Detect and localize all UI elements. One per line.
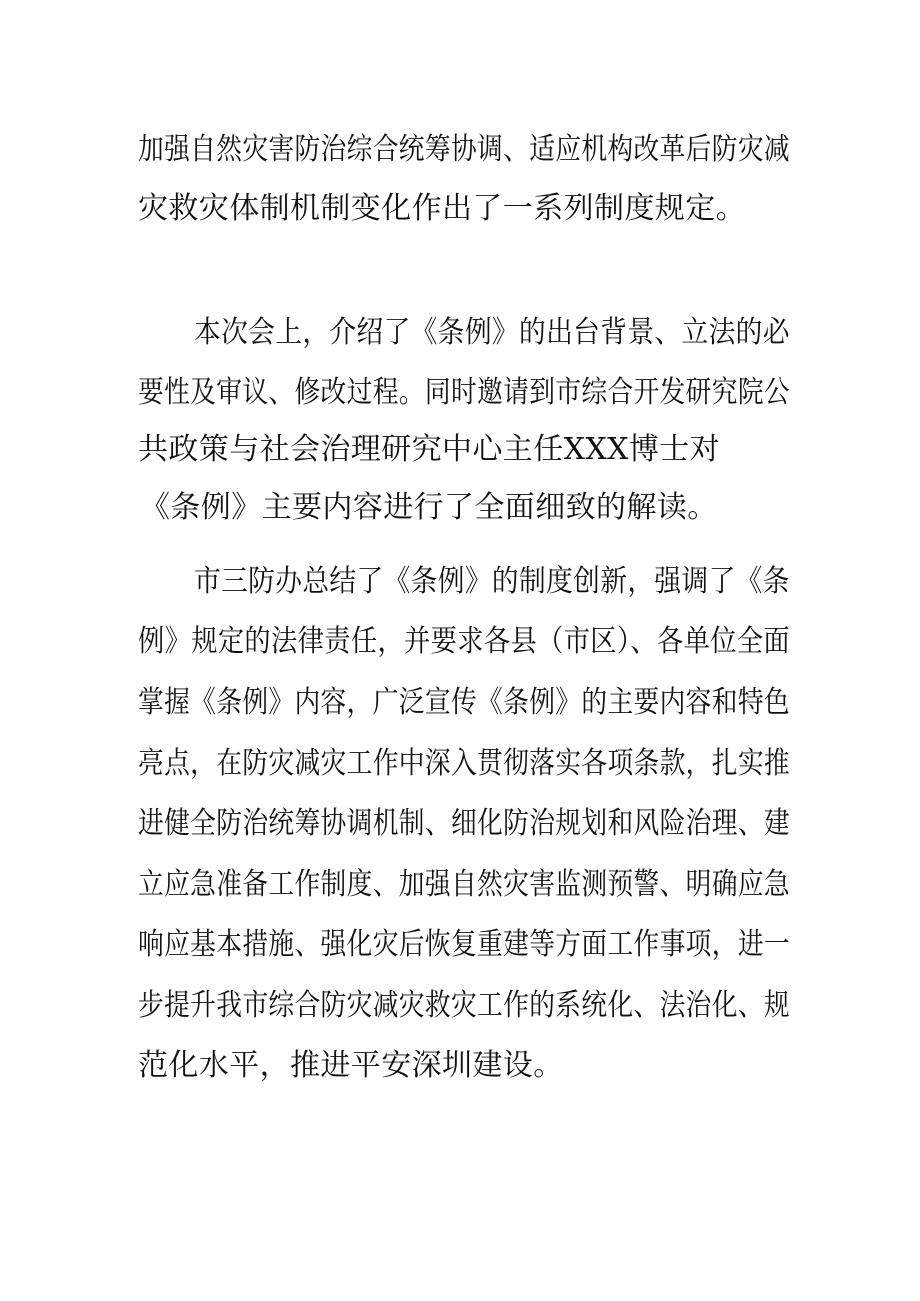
paragraph-3-line-6: 立应急准备工作制度、加强自然灾害监测预警、明确应急 — [138, 867, 791, 902]
paragraph-3-line-2: 例》规定的法律责任，并要求各县（市区）、各单位全面 — [138, 624, 791, 659]
paragraph-2-line-3: 共政策与社会治理研究中心主任XXX博士对 — [138, 432, 721, 467]
paragraph-3-line-5: 进健全防治统筹协调机制、细化防治规划和风险治理、建 — [138, 806, 791, 841]
paragraph-1-line-2: 灾救灾体制机制变化作出了一系列制度规定。 — [138, 191, 746, 226]
paragraph-1-line-1: 加强自然灾害防治综合统筹协调、适应机构改革后防灾减 — [138, 132, 791, 167]
paragraph-3-line-7: 响应基本措施、强化灾后恢复重建等方面工作事项，进一 — [138, 927, 791, 962]
paragraph-3-line-3: 掌握《条例》内容，广泛宣传《条例》的主要内容和特色 — [138, 685, 791, 720]
paragraph-3-line-9: 范化水平，推进平安深圳建设。 — [138, 1048, 564, 1083]
paragraph-2-line-4: 《条例》主要内容进行了全面细致的解读。 — [140, 490, 718, 525]
paragraph-2-line-1: 本次会上，介绍了《条例》的出台背景、立法的必 — [194, 315, 790, 350]
paragraph-2-line-2: 要性及审议、修改过程。同时邀请到市综合开发研究院公 — [138, 375, 791, 410]
paragraph-3-line-8: 步提升我市综合防灾减灾救灾工作的系统化、法治化、规 — [138, 988, 791, 1023]
paragraph-3-line-1: 市三防办总结了《条例》的制度创新，强调了《条 — [194, 564, 790, 599]
paragraph-3-line-4: 亮点，在防灾减灾工作中深入贯彻落实各项条款，扎实推 — [138, 746, 791, 781]
